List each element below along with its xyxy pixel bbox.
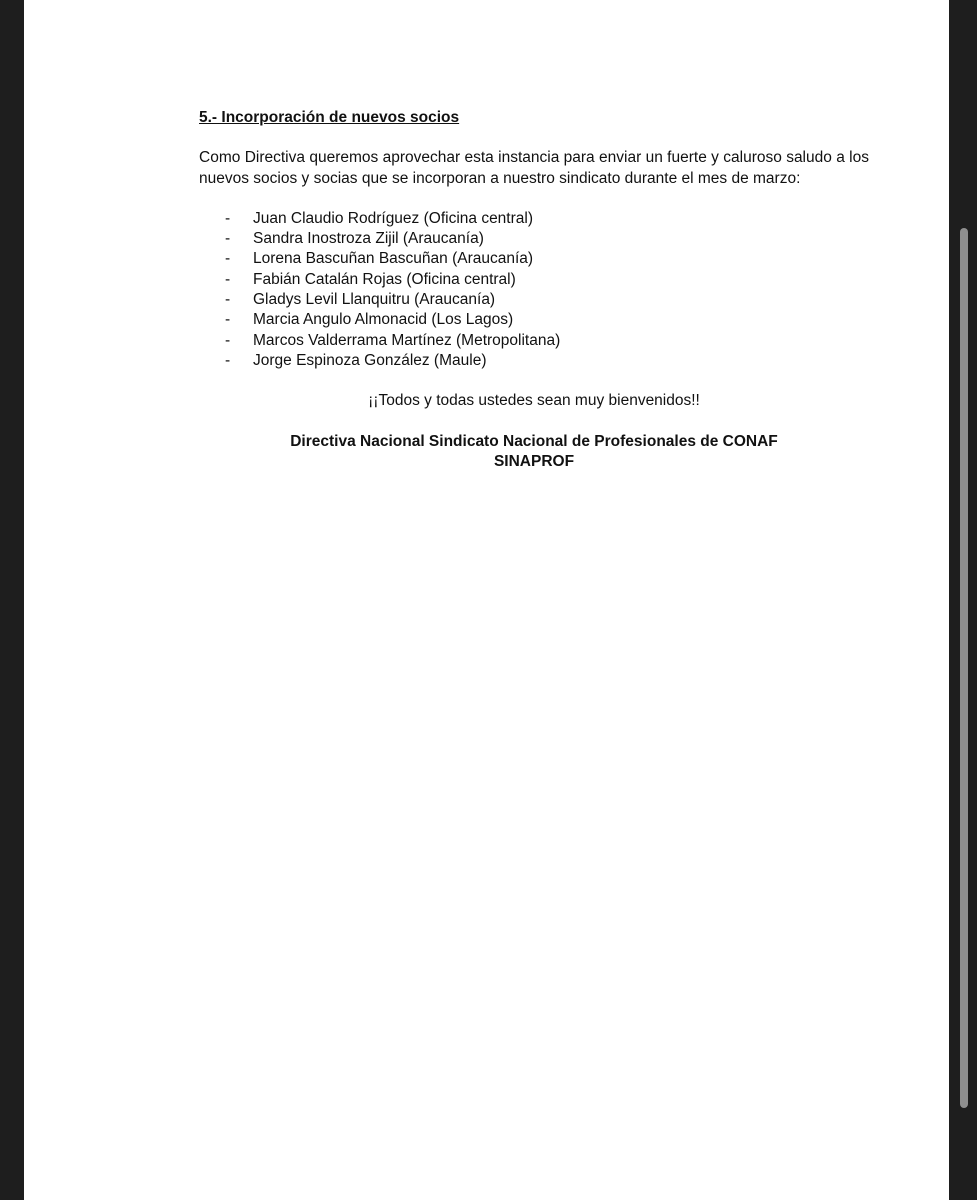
document-page (24, 0, 949, 1200)
section-title: 5.- Incorporación de nuevos socios (199, 109, 460, 126)
member-name: Gladys Levil Llanquitru (Araucanía) (253, 291, 496, 309)
member-name: Juan Claudio Rodríguez (Oficina central) (253, 209, 533, 227)
signature-organization: Directiva Nacional Sindicato Nacional de Profesionales de CONAF (290, 432, 778, 450)
bullet-dash: - (225, 291, 231, 309)
list-item (199, 229, 869, 249)
list-item (199, 351, 869, 371)
bullet-dash: - (225, 209, 231, 227)
member-name: Sandra Inostroza Zijil (Araucanía) (253, 230, 484, 248)
member-list (199, 209, 869, 371)
list-item (199, 209, 869, 229)
bullet-dash: - (225, 311, 231, 329)
member-name: Fabián Catalán Rojas (Oficina central) (253, 270, 516, 288)
bullet-dash: - (225, 351, 231, 369)
member-name: Marcia Angulo Almonacid (Los Lagos) (253, 311, 514, 329)
welcome-message: ¡¡Todos y todas ustedes sean muy bienvenidos!! (368, 392, 700, 410)
list-item (199, 310, 869, 330)
list-item (199, 331, 869, 351)
bullet-dash: - (225, 250, 231, 268)
bullet-dash: - (225, 230, 231, 248)
bullet-dash: - (225, 270, 231, 288)
bullet-dash: - (225, 331, 231, 349)
signature-acronym: SINAPROF (493, 452, 575, 470)
list-item (199, 249, 869, 269)
member-name: Jorge Espinoza González (Maule) (253, 351, 487, 369)
member-name: Marcos Valderrama Martínez (Metropolitana) (253, 331, 561, 349)
member-name: Lorena Bascuñan Bascuñan (Araucanía) (253, 250, 534, 268)
list-item (199, 270, 869, 290)
list-item (199, 290, 869, 310)
document-content (199, 108, 869, 472)
signature-block (199, 432, 869, 473)
scrollbar-thumb[interactable] (960, 228, 968, 1108)
intro-paragraph: Como Directiva queremos aprovechar esta instancia para enviar un fuerte y caluroso saludo a los nuevos socios y socias que se incorporan a nuestro sindicato durante el mes de marzo: (199, 149, 869, 187)
